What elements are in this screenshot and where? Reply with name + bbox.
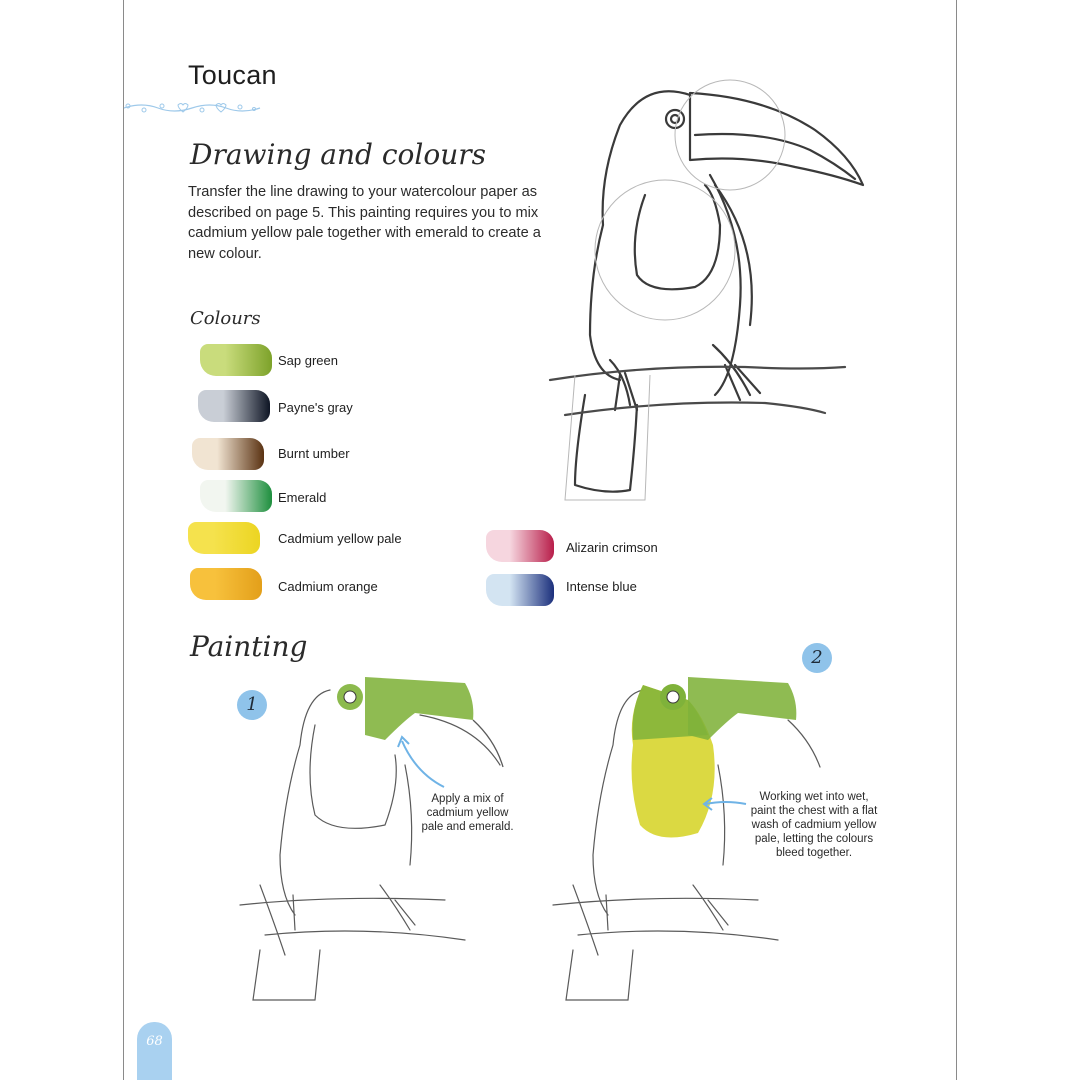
callout-line: Working wet into wet,	[759, 791, 869, 803]
page-number-tab	[137, 1022, 172, 1080]
swatch-burnt-umber	[192, 438, 264, 470]
swatch-sap-green	[200, 344, 272, 376]
swatch-cadmium-yellow-pale	[188, 522, 260, 554]
callout-line: paint the chest with a flat	[750, 805, 878, 817]
page-number: 68	[146, 1034, 163, 1049]
swatch-label: Sap green	[278, 353, 338, 368]
swatch-label: Intense blue	[566, 579, 637, 594]
colours-heading: Colours	[190, 308, 261, 329]
swatch-intense-blue	[486, 574, 554, 606]
callout-line: Apply a mix of	[431, 793, 504, 805]
swatch-paynes-gray	[198, 390, 270, 422]
swatch-label: Payne's gray	[278, 400, 353, 415]
toucan-line-drawing	[545, 75, 885, 505]
swatch-emerald	[200, 480, 272, 512]
painting-section-heading: Painting	[190, 630, 308, 663]
drawing-section-heading: Drawing and colours	[190, 138, 486, 171]
swatch-label: Burnt umber	[278, 446, 350, 461]
swatch-label: Emerald	[278, 490, 327, 505]
swatch-label: Alizarin crimson	[566, 540, 658, 555]
step-1-badge: 1	[237, 690, 267, 720]
swatch-label: Cadmium orange	[278, 579, 378, 594]
step-1-arrow-icon	[396, 735, 456, 795]
callout-line: cadmium yellow	[426, 807, 509, 819]
swatch-cadmium-orange	[190, 568, 262, 600]
step-2-callout	[740, 790, 888, 860]
intro-paragraph: Transfer the line drawing to your watercolour paper as described on page 5. This painting requires you to mix cadmium yellow pale together with emerald to create a new colour.	[188, 184, 541, 262]
step-1-callout	[400, 792, 535, 834]
callout-line: bleed together.	[775, 847, 853, 859]
callout-line: pale and emerald.	[421, 821, 514, 833]
swatch-label: Cadmium yellow pale	[278, 531, 402, 546]
page-title: Toucan	[188, 60, 277, 90]
vine-ornament-icon	[122, 100, 262, 116]
callout-line: pale, letting the colours	[754, 833, 874, 845]
swatch-alizarin-crimson	[486, 530, 554, 562]
callout-line: wash of cadmium yellow	[751, 819, 877, 831]
step-2-badge: 2	[802, 643, 832, 673]
